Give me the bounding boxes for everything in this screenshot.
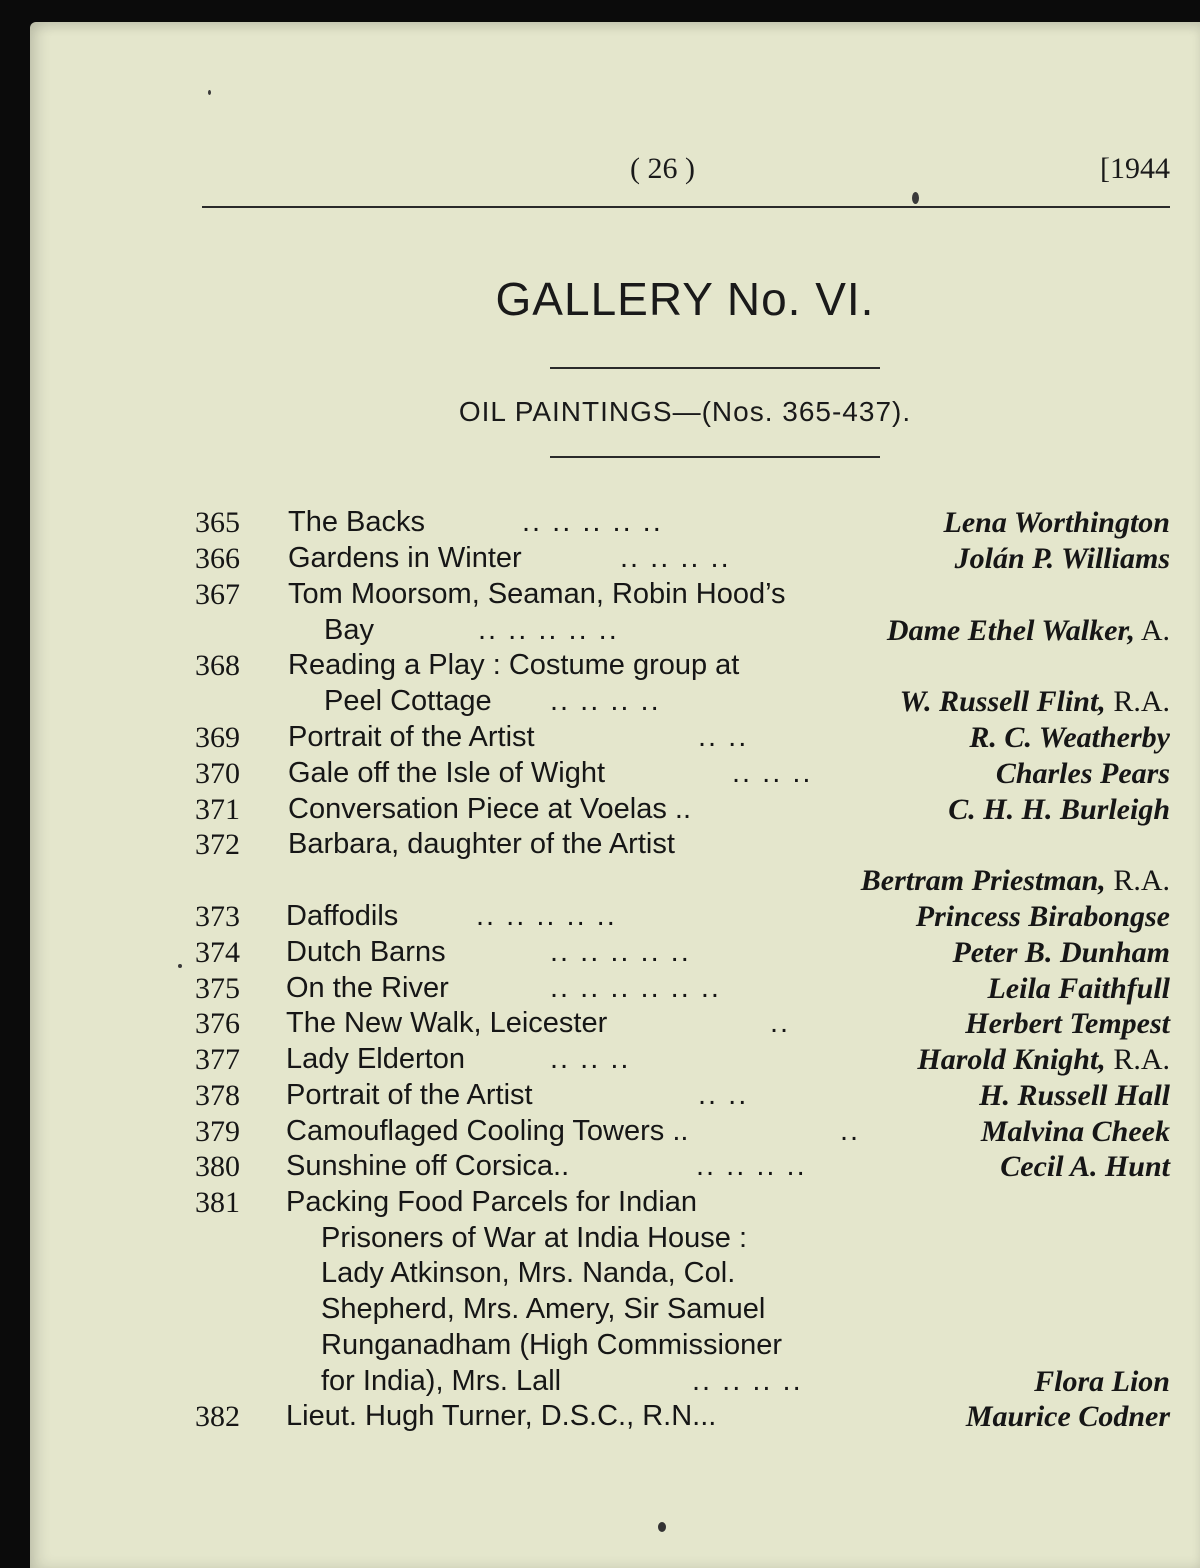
- entry-number: 382: [195, 1400, 240, 1433]
- artist-suffix: R.A.: [1105, 864, 1170, 897]
- entry-artist: [1000, 1150, 1170, 1186]
- entry-title: Sunshine off Corsica..: [286, 1150, 570, 1182]
- entry-title: Lieut. Hugh Turner, D.S.C., R.N...: [286, 1400, 717, 1432]
- leader-dots: .. .. .. .. ..: [550, 936, 691, 968]
- leader-dots: ..: [840, 1115, 861, 1147]
- artist-name: W. Russell Flint,: [899, 685, 1106, 718]
- entry-title: Lady Elderton: [286, 1043, 465, 1075]
- entry-artist: [981, 1115, 1170, 1151]
- ink-speck: [178, 964, 182, 968]
- leader-dots: .. .. ..: [732, 757, 813, 789]
- entry-list: [30, 22, 1200, 1568]
- entry-number: 377: [195, 1043, 240, 1076]
- leader-dots: ..: [770, 1007, 791, 1039]
- artist-name: Bertram Priestman,: [860, 864, 1106, 897]
- entry-title: Portrait of the Artist: [288, 721, 535, 753]
- leader-dots: .. .. .. ..: [692, 1365, 803, 1397]
- section-subtitle: OIL PAINTINGS—(Nos. 365-437).: [458, 396, 912, 427]
- entry-title: Reading a Play : Costume group at: [288, 649, 740, 681]
- artist-name: Charles Pears: [995, 757, 1170, 790]
- entry-artist: [979, 1079, 1170, 1115]
- entry-title: Tom Moorsom, Seaman, Robin Hood’s: [288, 578, 786, 610]
- entry-number: 366: [195, 542, 240, 575]
- entry-artist: [948, 793, 1170, 829]
- entry-number: 371: [195, 793, 240, 826]
- page-number: ( 26 ): [630, 152, 695, 185]
- entry-title: Camouflaged Cooling Towers ..: [286, 1115, 689, 1147]
- entry-number: 369: [195, 721, 240, 754]
- leader-dots: .. .. .. ..: [620, 542, 731, 574]
- artist-name: Dame Ethel Walker,: [886, 614, 1135, 647]
- artist-name: Flora Lion: [1034, 1365, 1170, 1398]
- entry-title-continued: Runganadham (High Commissioner: [321, 1329, 782, 1361]
- entry-title: Packing Food Parcels for Indian: [286, 1186, 698, 1218]
- artist-name: Herbert Tempest: [965, 1007, 1170, 1040]
- entry-title: The Backs: [288, 506, 425, 538]
- entry-artist: [996, 757, 1170, 793]
- artist-suffix: A.: [1134, 614, 1170, 647]
- entry-number: 376: [195, 1007, 240, 1040]
- entry-artist: [969, 721, 1170, 757]
- artist-name: Lena Worthington: [943, 506, 1170, 539]
- bottom-ornament: [658, 1522, 666, 1532]
- artist-name: Jolán P. Williams: [954, 542, 1170, 575]
- entry-number: 368: [195, 649, 240, 682]
- catalogue-page: [30, 22, 1200, 1568]
- entry-title: Gardens in Winter: [288, 542, 522, 574]
- entry-title: Portrait of the Artist: [286, 1079, 533, 1111]
- ink-speck: [912, 192, 919, 204]
- entry-title-continued: Shepherd, Mrs. Amery, Sir Samuel: [321, 1293, 766, 1325]
- entry-artist: [1034, 1365, 1170, 1401]
- entry-number: 372: [195, 828, 240, 861]
- artist-name: R. C. Weatherby: [969, 721, 1170, 754]
- entry-artist: [917, 1043, 1170, 1079]
- entry-title-continued: Bay: [324, 614, 374, 646]
- entry-title: Gale off the Isle of Wight: [288, 757, 606, 789]
- entry-title: On the River: [286, 972, 449, 1004]
- artist-name: Maurice Codner: [965, 1400, 1170, 1433]
- entry-number: 381: [195, 1186, 240, 1219]
- entry-artist: [916, 900, 1170, 936]
- entry-artist: [965, 1007, 1170, 1043]
- leader-dots: .. ..: [698, 1079, 749, 1111]
- artist-suffix: R.A.: [1105, 1043, 1170, 1076]
- entry-title-continued: Peel Cottage: [324, 685, 492, 717]
- entry-artist: [887, 614, 1170, 650]
- entry-title-continued: for India), Mrs. Lall: [321, 1365, 562, 1397]
- entry-number: 370: [195, 757, 240, 790]
- entry-title-continued: Lady Atkinson, Mrs. Nanda, Col.: [321, 1257, 736, 1289]
- leader-dots: .. .. ..: [550, 1043, 631, 1075]
- leader-dots: .. .. .. .. .. ..: [550, 972, 721, 1004]
- year-label: [1944: [1100, 152, 1170, 185]
- entry-artist: [966, 1400, 1170, 1436]
- artist-name: Cecil A. Hunt: [1000, 1150, 1170, 1183]
- ink-speck: [208, 90, 211, 95]
- entry-number: 378: [195, 1079, 240, 1112]
- entry-title: Barbara, daughter of the Artist: [288, 828, 675, 860]
- entry-title: Daffodils: [286, 900, 399, 932]
- entry-number: 365: [195, 506, 240, 539]
- entry-number: 375: [195, 972, 240, 1005]
- artist-name: H. Russell Hall: [979, 1079, 1170, 1112]
- artist-name: Leila Faithfull: [987, 972, 1170, 1005]
- entry-artist: [987, 972, 1170, 1008]
- leader-dots: .. ..: [698, 721, 749, 753]
- entry-artist: [952, 936, 1170, 972]
- gallery-title: GALLERY No. VI.: [495, 273, 875, 325]
- leader-dots: .. .. .. .. ..: [522, 506, 663, 538]
- artist-name: Malvina Cheek: [980, 1115, 1170, 1148]
- leader-dots: .. .. .. ..: [550, 685, 661, 717]
- artist-name: C. H. H. Burleigh: [948, 793, 1170, 826]
- entry-artist: [900, 685, 1170, 721]
- artist-name: Peter B. Dunham: [952, 936, 1170, 969]
- entry-title: Dutch Barns: [286, 936, 446, 968]
- entry-title: The New Walk, Leicester: [286, 1007, 608, 1039]
- entry-number: 367: [195, 578, 240, 611]
- artist-name: Princess Birabongse: [915, 900, 1170, 933]
- artist-suffix: R.A.: [1105, 685, 1170, 718]
- leader-dots: .. .. .. .. ..: [476, 900, 617, 932]
- entry-artist: [861, 864, 1170, 900]
- leader-dots: .. .. .. ..: [696, 1150, 807, 1182]
- leader-dots: .. .. .. .. ..: [478, 614, 619, 646]
- entry-number: 373: [195, 900, 240, 933]
- entry-title: Conversation Piece at Voelas ..: [288, 793, 692, 825]
- entry-artist: [944, 506, 1170, 542]
- entry-title-continued: Prisoners of War at India House :: [321, 1222, 748, 1254]
- artist-name: Harold Knight,: [917, 1043, 1106, 1076]
- entry-artist: [955, 542, 1170, 578]
- entry-number: 380: [195, 1150, 240, 1183]
- entry-number: 379: [195, 1115, 240, 1148]
- entry-number: 374: [195, 936, 240, 969]
